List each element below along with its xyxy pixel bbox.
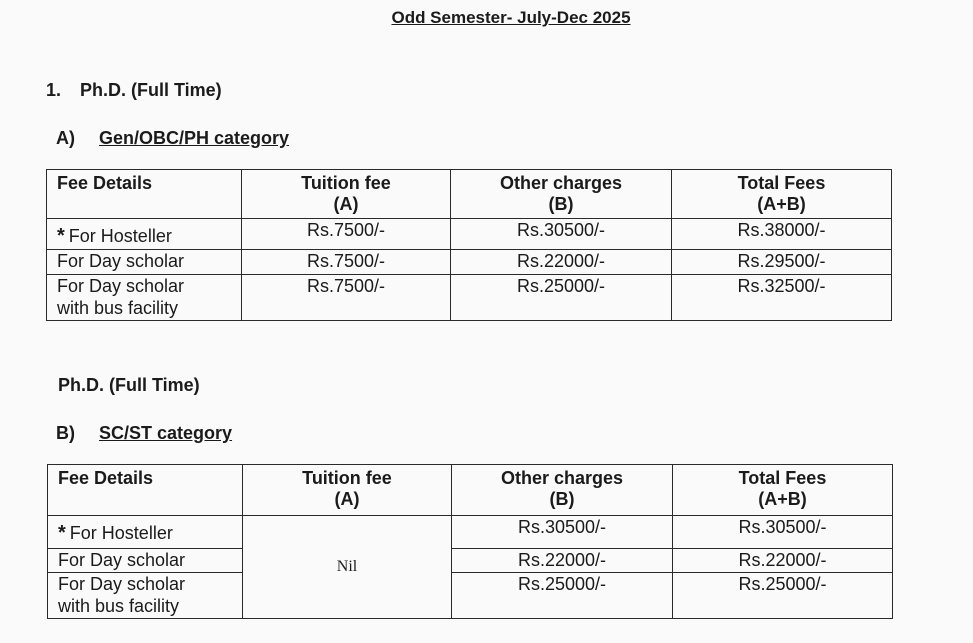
table-row	[47, 219, 892, 250]
table-header-row	[48, 465, 893, 516]
col-header-other: Other charges (B)	[451, 170, 672, 219]
row-label: For Day scholar with bus facility	[48, 573, 243, 619]
other-value: Rs.25000/-	[452, 573, 673, 619]
col-header-tuition: Tuition fee (A)	[243, 465, 452, 516]
col-header-fee-details: Fee Details	[48, 465, 243, 516]
table-row	[47, 275, 892, 321]
tuition-value: Rs.7500/-	[242, 250, 451, 275]
total-value: Rs.38000/-	[672, 219, 892, 250]
col-header-total: Total Fees (A+B)	[673, 465, 893, 516]
total-value: Rs.30500/-	[673, 516, 893, 549]
tuition-nil-value: Nil	[243, 516, 452, 619]
fee-table-scst	[47, 464, 893, 619]
section-1-heading	[46, 80, 222, 101]
table-row	[48, 573, 893, 619]
col-header-other: Other charges (B)	[452, 465, 673, 516]
section-1-category-letter: A)	[56, 128, 75, 148]
col-header-tuition: Tuition fee (A)	[242, 170, 451, 219]
table-header-row	[47, 170, 892, 219]
row-label: * For Hosteller	[48, 516, 243, 549]
other-value: Rs.30500/-	[451, 219, 672, 250]
section-1-category: Gen/OBC/PH category	[99, 128, 290, 148]
col-header-total: Total Fees (A+B)	[672, 170, 892, 219]
other-value: Rs.22000/-	[451, 250, 672, 275]
other-value: Rs.22000/-	[452, 549, 673, 573]
section-2-category: SC/ST category	[99, 423, 233, 443]
section-1-number: 1.	[46, 80, 62, 100]
total-value: Rs.32500/-	[672, 275, 892, 321]
section-1-program: Ph.D. (Full Time)	[80, 80, 222, 100]
total-value: Rs.25000/-	[673, 573, 893, 619]
section-2-category-heading	[56, 423, 232, 444]
section-2-heading	[58, 375, 200, 396]
section-1-category-heading	[56, 128, 289, 149]
row-label: For Day scholar	[48, 549, 243, 573]
other-value: Rs.30500/-	[452, 516, 673, 549]
section-2-program: Ph.D. (Full Time)	[58, 375, 200, 395]
table-row	[48, 549, 893, 573]
asterisk-mark: *	[58, 522, 66, 544]
other-value: Rs.25000/-	[451, 275, 672, 321]
total-value: Rs.29500/-	[672, 250, 892, 275]
total-value: Rs.22000/-	[673, 549, 893, 573]
semester-title: Odd Semester- July-Dec 2025	[391, 8, 631, 27]
section-2-category-letter: B)	[56, 423, 75, 443]
table-row	[48, 516, 893, 549]
tuition-value: Rs.7500/-	[242, 219, 451, 250]
table-row	[47, 250, 892, 275]
row-label: For Day scholar	[47, 250, 242, 275]
row-label: For Day scholar with bus facility	[47, 275, 242, 321]
row-label: * For Hosteller	[47, 219, 242, 250]
fee-table-gen	[46, 169, 892, 321]
asterisk-mark: *	[57, 225, 65, 247]
col-header-fee-details: Fee Details	[47, 170, 242, 219]
tuition-value: Rs.7500/-	[242, 275, 451, 321]
